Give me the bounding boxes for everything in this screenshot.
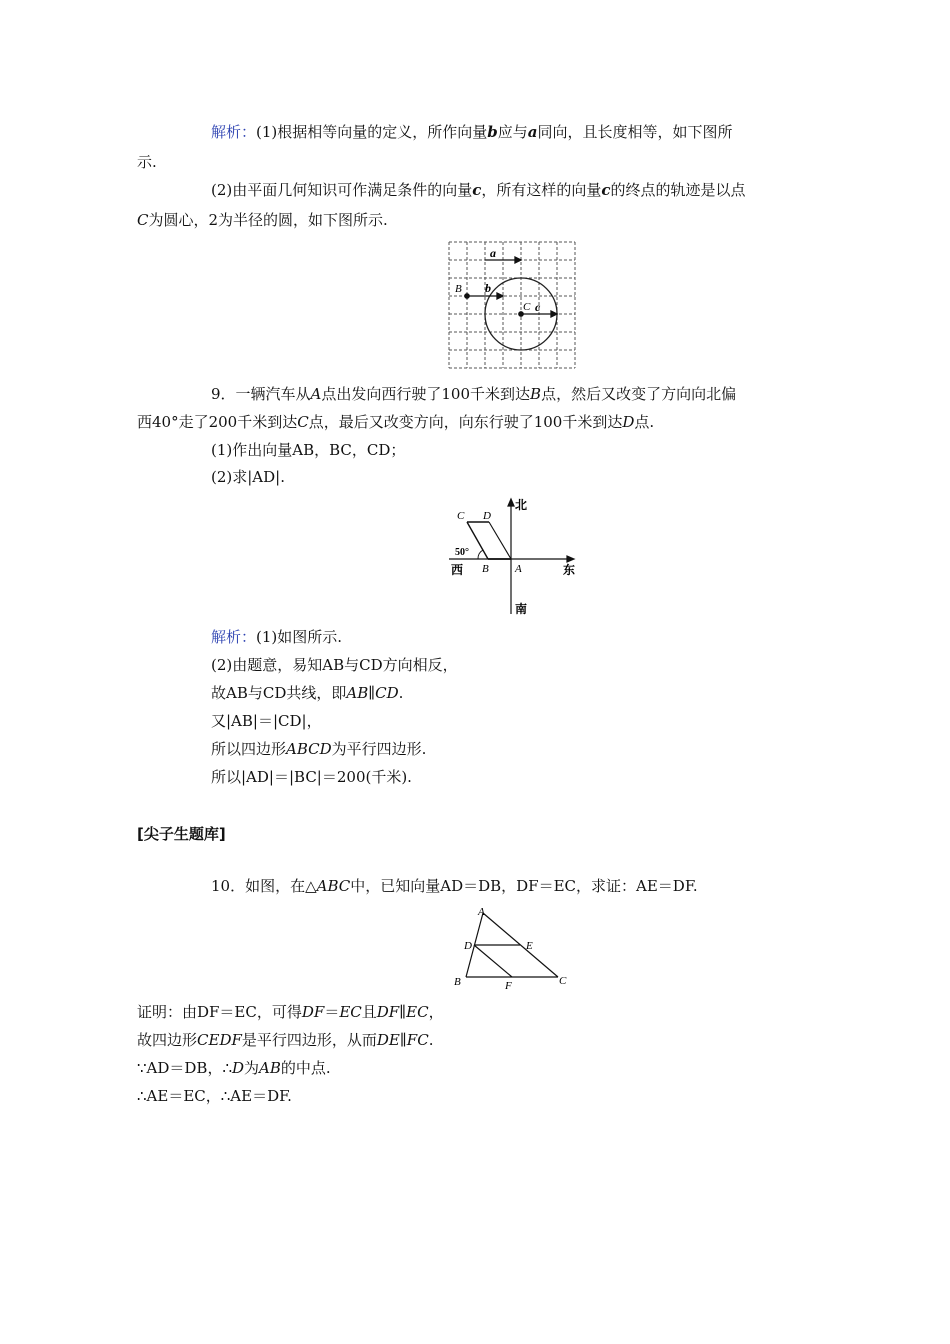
triangle-figure: [450, 905, 575, 990]
compass-figure: [445, 494, 585, 619]
text: 点，最后又改变方向，向东行驶了100千米到达: [308, 413, 623, 431]
proof-line-2: [137, 1030, 433, 1050]
text: (1)根据相等向量的定义，所作向量: [256, 123, 488, 141]
p9-line-2: [137, 412, 654, 432]
text: 点出发向西行驶了100千米到达: [321, 385, 531, 403]
text: .: [398, 684, 404, 702]
sol9-line-3: [211, 683, 403, 703]
text: 点.: [634, 413, 655, 431]
p10-line-1: [211, 876, 698, 896]
vector-c: c: [601, 181, 611, 199]
angle-arc: [478, 550, 483, 559]
text: 西40°走了200千米到达: [137, 413, 298, 431]
label-b: B: [482, 563, 489, 575]
label-f: F: [505, 980, 512, 990]
point: D: [622, 413, 635, 431]
math: ABC: [316, 877, 351, 895]
north-arrowhead: [508, 499, 514, 506]
math: DF∥EC: [376, 1003, 429, 1021]
vector-b-arrowhead: [497, 293, 503, 299]
text: 中，已知向量AD＝DB，DF＝EC，求证：AE＝DF.: [350, 877, 698, 895]
sol9-line-5: [211, 739, 426, 759]
label-a: a: [490, 246, 496, 260]
point: A: [310, 385, 322, 403]
text: 是平行四边形，从而: [241, 1031, 377, 1049]
sol9-line-4: 又|AB|＝|CD|，: [211, 712, 322, 730]
label-a: A: [515, 563, 522, 575]
text: 故AB与CD共线，即: [211, 684, 347, 702]
math: D: [232, 1059, 245, 1077]
text: ∵AD＝DB，∴: [137, 1059, 232, 1077]
sol9-line-2: (2)由题意，易知AB与CD方向相反，: [211, 656, 458, 674]
text: (1)如图所示.: [256, 628, 343, 646]
label-west: 西: [451, 563, 464, 577]
math: DE∥FC: [376, 1031, 429, 1049]
text: 应与: [497, 123, 528, 141]
label-south: 南: [515, 602, 528, 616]
point: B: [530, 385, 542, 403]
sol9-line-6: 所以|AD|＝|BC|＝200(千米).: [211, 768, 412, 786]
proof-line-4: ∴AE＝EC，∴AE＝DF.: [137, 1087, 292, 1105]
segment-df: [474, 945, 512, 977]
sol9-line-1: [211, 627, 342, 647]
solution-label: 解析：: [211, 628, 257, 646]
proof-line-1: [137, 1002, 444, 1022]
vector-b: b: [487, 123, 498, 141]
text: ，: [428, 1003, 444, 1021]
vector-a: a: [527, 123, 538, 141]
p8-line-4: [137, 210, 388, 230]
vector-bc: [467, 522, 488, 559]
section-title: [尖子生题库]: [137, 825, 226, 843]
math: CEDF: [197, 1031, 242, 1049]
text: 同向，且长度相等，如下图所: [537, 123, 733, 141]
label-north: 北: [515, 498, 528, 512]
segment-da: [489, 522, 511, 559]
text: .: [428, 1031, 434, 1049]
text: ，所有这样的向量: [481, 181, 602, 199]
math: EC: [339, 1003, 362, 1021]
text: 为: [244, 1059, 260, 1077]
label-point-c: C: [523, 301, 531, 313]
text: 10．如图，在△: [211, 877, 317, 895]
label-b: b: [485, 281, 491, 295]
label-angle: 50°: [455, 547, 469, 558]
grid-vector-figure: [445, 240, 580, 370]
proof-line-3: [137, 1058, 331, 1078]
label-point-b: B: [455, 283, 462, 295]
label-c: c: [535, 300, 541, 314]
p8-line-3: [211, 180, 746, 200]
math: ABCD: [286, 740, 332, 758]
point: C: [297, 413, 309, 431]
p9-line-1: [211, 384, 736, 404]
text: 证明：由DF＝EC，可得: [137, 1003, 302, 1021]
vector-a-arrowhead: [515, 257, 521, 263]
label-east: 东: [563, 563, 576, 577]
text: 的终点的轨迹是以点: [610, 181, 746, 199]
label-d: D: [483, 510, 491, 522]
math: AB: [259, 1059, 281, 1077]
solution-label: 解析：: [211, 123, 257, 141]
math: DF: [301, 1003, 325, 1021]
east-arrowhead: [567, 556, 574, 562]
p9-line-3: (1)作出向量AB，BC，CD；: [211, 441, 406, 459]
text: 的中点.: [280, 1059, 331, 1077]
text: 为平行四边形.: [331, 740, 427, 758]
math: AB∥CD: [346, 684, 399, 702]
text: 点，然后又改变了方向向北偏: [541, 385, 737, 403]
text: ＝: [324, 1003, 340, 1021]
label-c: C: [559, 975, 567, 987]
point-b-dot: [465, 294, 469, 298]
text: 9．一辆汽车从: [211, 385, 311, 403]
vector-c-arrowhead: [551, 311, 557, 317]
label-e: E: [526, 940, 533, 952]
label-a: A: [478, 906, 485, 918]
label-c: C: [457, 510, 465, 522]
p8-line-1: [211, 122, 733, 142]
p9-line-4: (2)求|AD|.: [211, 468, 285, 486]
label-d: D: [464, 940, 472, 952]
vector-c: c: [472, 181, 482, 199]
label-b: B: [454, 976, 461, 988]
text: 为圆心，2为半径的圆，如下图所示.: [148, 211, 388, 229]
p8-line-2: 示.: [137, 153, 157, 171]
text: 所以四边形: [211, 740, 287, 758]
text: 故四边形: [137, 1031, 198, 1049]
text: 且: [361, 1003, 377, 1021]
point-c: C: [137, 211, 149, 229]
text: (2)由平面几何知识可作满足条件的向量: [211, 181, 473, 199]
